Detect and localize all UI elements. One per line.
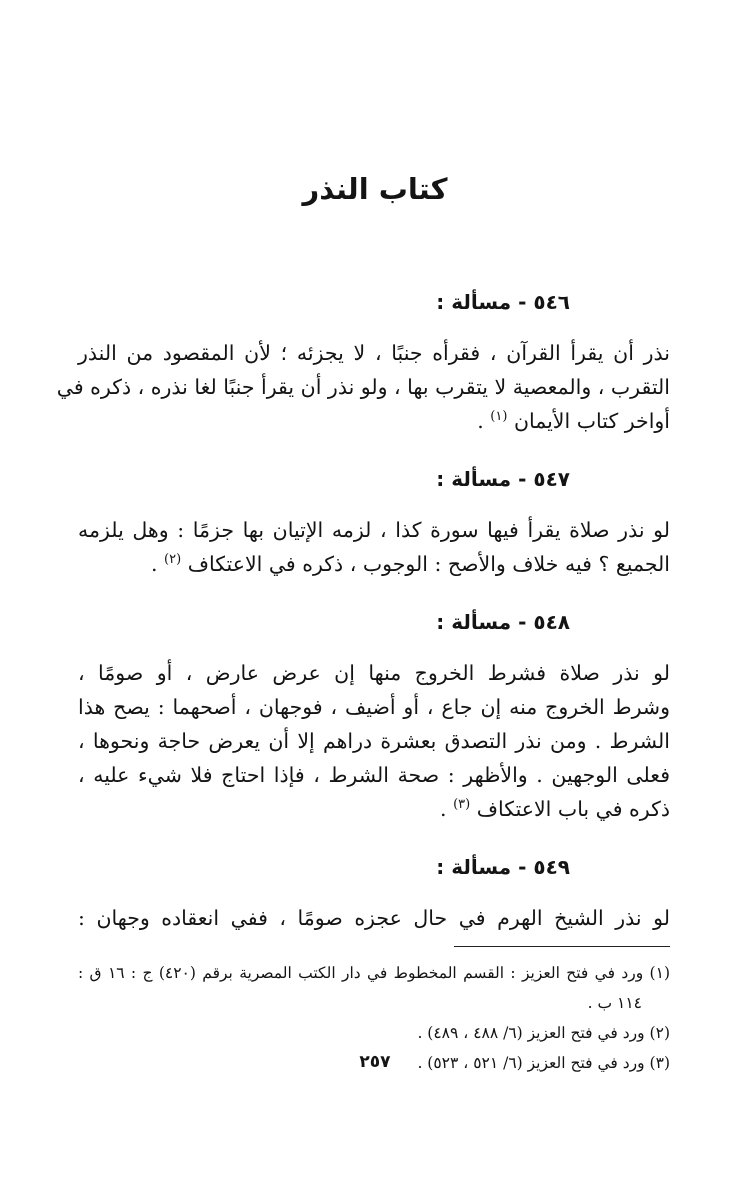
masala-text xyxy=(78,901,670,935)
line-end-mark: . xyxy=(150,552,165,576)
text-line: وشرط الخروج منه إن جاع ، أو أضيف ، فوجهان ، أصحهما : يصح هذا xyxy=(78,695,670,719)
text-line-content: أواخر كتاب الأيمان xyxy=(513,409,670,433)
text-line: فعلى الوجهين . والأظهر : صحة الشرط ، فإذا احتاج فلا شيء عليه ، xyxy=(78,763,670,787)
text-line: التقرب ، والمعصية لا يتقرب بها ، ولو نذر أن يقرأ جنبًا لغا نذره ، ذكره في xyxy=(56,375,670,399)
masala-heading: ٥٤٨ - مسألة : xyxy=(436,610,570,634)
text-line: نذر أن يقرأ القرآن ، فقرأه جنبًا ، لا يجزئه ؛ لأن المقصود من النذر xyxy=(78,341,670,365)
line-end-mark: . xyxy=(440,797,454,821)
text-line-content: ذكره في باب الاعتكاف xyxy=(476,797,670,821)
footnote-3: (٣) ورد في فتح العزيز (٦/ ٥٢١ ، ٥٢٣) . xyxy=(417,1054,670,1072)
masala-text xyxy=(78,656,670,826)
text-line: لو نذر الشيخ الهرم في حال عجزه صومًا ، ففي انعقاده وجهان : xyxy=(78,906,670,930)
footnote-ref: (١) xyxy=(490,409,508,424)
text-line-content: الجميع ؟ فيه خلاف والأصح : الوجوب ، ذكره في الاعتكاف xyxy=(187,552,670,576)
masala-heading: ٥٤٧ - مسألة : xyxy=(436,467,570,491)
text-line: لو نذر صلاة فشرط الخروج منها إن عرض عارض ، أو صومًا ، xyxy=(78,661,670,685)
text-line-last xyxy=(78,792,670,826)
chapter-title: كتاب النذر xyxy=(302,172,448,206)
footnote-1-continued: ١١٤ ب . xyxy=(587,994,642,1012)
masala-heading: ٥٤٩ - مسألة : xyxy=(436,855,570,879)
masail-body xyxy=(56,282,670,935)
text-line-last xyxy=(78,547,670,581)
line-end-mark: . xyxy=(477,409,491,433)
page-number: ٢٥٧ xyxy=(359,1052,391,1072)
text-line: الشرط . ومن نذر التصدق بعشرة دراهم إلا أن يعرض حاجة ونحوها ، xyxy=(78,729,670,753)
masala-text xyxy=(78,513,670,581)
footnote-ref: (٣) xyxy=(453,797,471,812)
text-line: لو نذر صلاة يقرأ فيها سورة كذا ، لزمه الإتيان بها جزمًا : وهل يلزمه xyxy=(78,518,670,542)
footnote-1: (١) ورد في فتح العزيز : القسم المخطوط في دار الكتب المصرية برقم (٤٢٠) ج : ١٦ ق : xyxy=(78,964,670,982)
text-line-last xyxy=(78,404,670,438)
footnote-ref: (٢) xyxy=(164,552,182,567)
footnote-separator xyxy=(454,946,670,947)
footnote-2: (٢) ورد في فتح العزيز (٦/ ٤٨٨ ، ٤٨٩) . xyxy=(417,1024,670,1042)
masala-text xyxy=(56,336,670,438)
masala-heading: ٥٤٦ - مسألة : xyxy=(436,290,570,314)
